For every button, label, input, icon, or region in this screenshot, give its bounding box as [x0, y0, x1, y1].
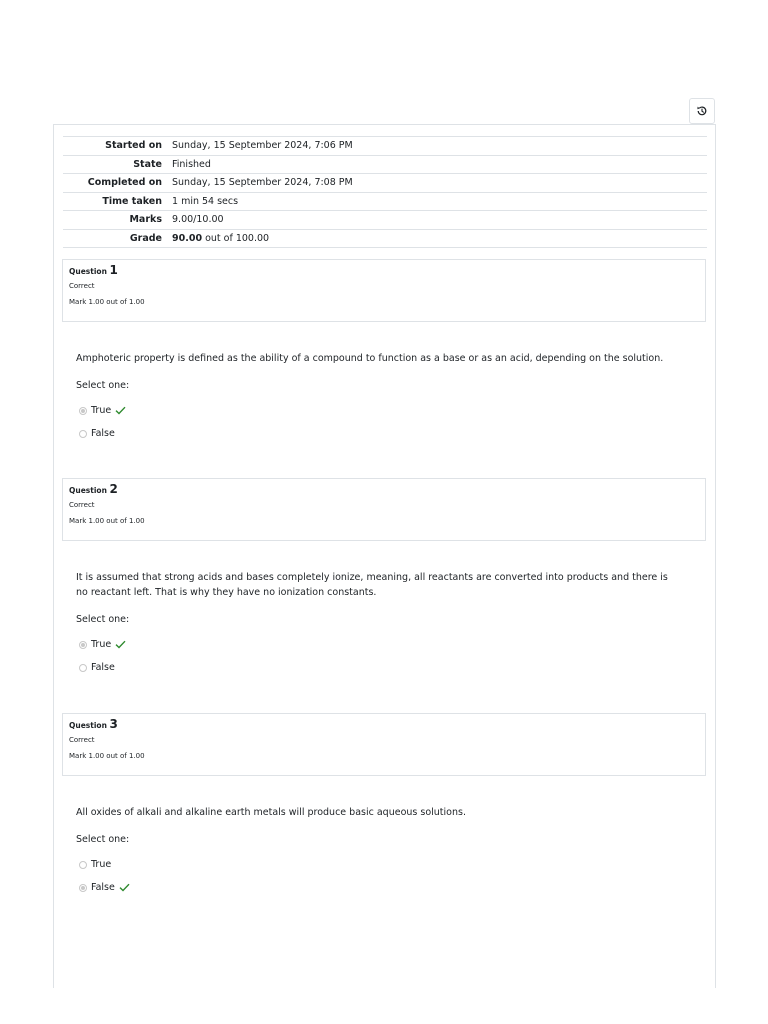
option-false[interactable]	[76, 422, 676, 445]
check-icon	[115, 406, 126, 415]
radio-selected[interactable]	[79, 884, 87, 892]
question-info-1	[62, 259, 706, 322]
select-one-prompt: Select one:	[76, 380, 130, 391]
option-true[interactable]	[76, 399, 676, 422]
question-content-3	[76, 805, 676, 899]
option-label: False	[91, 428, 115, 439]
question-state: Correct	[69, 282, 95, 290]
summary-row-grade	[63, 229, 707, 248]
radio-unselected[interactable]	[79, 861, 87, 869]
summary-value: Sunday, 15 September 2024, 7:08 PM	[172, 177, 353, 189]
summary-row-time-taken	[63, 192, 707, 211]
select-one-prompt: Select one:	[76, 834, 130, 845]
answer-options	[76, 853, 676, 899]
summary-label: Grade	[129, 232, 162, 244]
question-mark: Mark 1.00 out of 1.00	[69, 517, 145, 525]
question-info-3	[62, 713, 706, 776]
option-true[interactable]	[76, 853, 676, 876]
summary-label: Marks	[129, 214, 162, 226]
history-icon	[696, 105, 708, 117]
radio-unselected[interactable]	[79, 664, 87, 672]
check-icon	[119, 883, 130, 892]
question-number: Question 1	[69, 263, 118, 277]
option-label: True	[91, 405, 112, 416]
option-false[interactable]	[76, 656, 676, 679]
summary-value	[167, 229, 707, 248]
summary-label: State	[133, 158, 162, 170]
option-label: True	[91, 639, 112, 650]
question-state: Correct	[69, 501, 95, 509]
summary-value: Finished	[172, 158, 211, 170]
grade-value: 90.00	[172, 232, 203, 244]
question-state: Correct	[69, 736, 95, 744]
summary-row-completed-on	[63, 174, 707, 193]
attempt-summary-table	[63, 136, 707, 248]
option-label: True	[91, 859, 112, 870]
question-number: Question 3	[69, 717, 118, 731]
question-content-2	[76, 570, 676, 679]
question-info-2	[62, 478, 706, 541]
option-label: False	[91, 882, 115, 893]
check-icon	[115, 640, 126, 649]
summary-value: 9.00/10.00	[172, 214, 224, 226]
select-one-prompt: Select one:	[76, 614, 130, 625]
summary-label: Time taken	[102, 195, 162, 207]
history-button[interactable]	[689, 98, 715, 124]
option-true[interactable]	[76, 633, 676, 656]
summary-value: 1 min 54 secs	[172, 195, 239, 207]
summary-label: Completed on	[87, 177, 162, 189]
answer-options	[76, 633, 676, 679]
question-number: Question 2	[69, 482, 118, 496]
grade-suffix: out of 100.00	[205, 232, 270, 244]
summary-row-started-on	[63, 137, 707, 156]
answer-options	[76, 399, 676, 445]
option-false[interactable]	[76, 876, 676, 899]
question-mark: Mark 1.00 out of 1.00	[69, 298, 145, 306]
question-text: It is assumed that strong acids and bases completely ionize, meaning, all reactants are converted into products and there is no reactant left. That is why they have no ionization constants.	[76, 572, 668, 598]
question-mark: Mark 1.00 out of 1.00	[69, 752, 145, 760]
summary-row-marks	[63, 211, 707, 230]
radio-unselected[interactable]	[79, 430, 87, 438]
summary-value: Sunday, 15 September 2024, 7:06 PM	[172, 140, 353, 152]
radio-selected[interactable]	[79, 641, 87, 649]
question-text: All oxides of alkali and alkaline earth metals will produce basic aqueous solutions.	[76, 807, 466, 818]
question-text: Amphoteric property is defined as the ability of a compound to function as a base or as an acid, depending on the solution.	[76, 353, 664, 364]
question-content-1	[76, 351, 676, 445]
summary-row-state	[63, 155, 707, 174]
option-label: False	[91, 662, 115, 673]
radio-selected[interactable]	[79, 407, 87, 415]
summary-label: Started on	[105, 140, 162, 152]
